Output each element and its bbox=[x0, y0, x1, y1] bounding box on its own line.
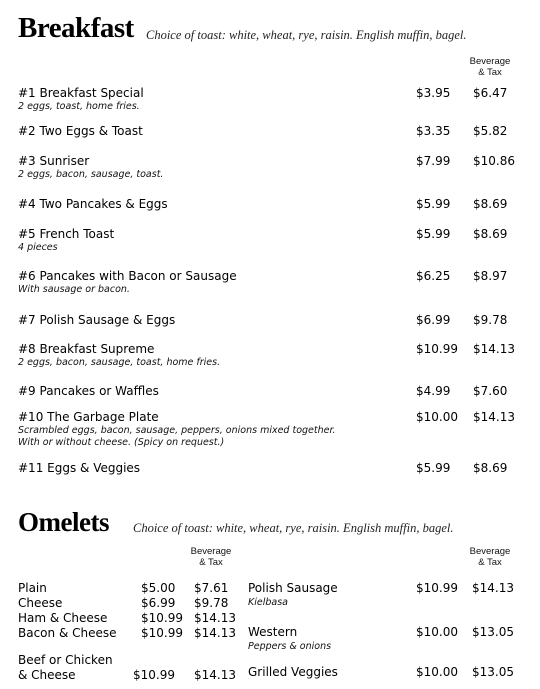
col-head-line-2: & Tax bbox=[199, 557, 223, 568]
col-head-line-1: Beverage bbox=[190, 546, 232, 557]
omelets-beverage-tax-header-left bbox=[187, 546, 235, 568]
breakfast-item-8-price: $10.99 bbox=[416, 342, 458, 356]
omelet-price: $5.00 bbox=[141, 581, 176, 595]
omelet-veggies-price: $10.00 bbox=[416, 665, 458, 679]
omelet-polish-price-tax: $14.13 bbox=[472, 581, 514, 595]
omelet-item-grilled-veggies: Grilled Veggies bbox=[248, 665, 338, 679]
breakfast-item-3-name: #3 Sunriser bbox=[18, 154, 90, 168]
breakfast-beverage-tax-header bbox=[466, 56, 514, 78]
breakfast-item-10-price-tax: $14.13 bbox=[473, 410, 515, 424]
breakfast-item-9-name: #9 Pancakes or Waffles bbox=[18, 384, 159, 398]
breakfast-item-5-price: $5.99 bbox=[416, 227, 451, 241]
breakfast-subtitle: Choice of toast: white, wheat, rye, raisin. English muffin, bagel. bbox=[146, 28, 467, 42]
breakfast-item-4-price-tax: $8.69 bbox=[473, 197, 508, 211]
breakfast-item-6-desc: With sausage or bacon. bbox=[18, 284, 130, 295]
breakfast-item-1-name: #1 Breakfast Special bbox=[18, 86, 144, 100]
breakfast-item-2-price: $3.35 bbox=[416, 124, 451, 138]
omelet-item-western: Western bbox=[248, 625, 298, 639]
omelets-beverage-tax-header-right bbox=[466, 546, 514, 568]
omelets-title: Omelets bbox=[18, 507, 109, 537]
breakfast-item-1-price: $3.95 bbox=[416, 86, 451, 100]
breakfast-item-10-price: $10.00 bbox=[416, 410, 458, 424]
col-head-line-1: Beverage bbox=[469, 56, 511, 67]
omelet-western-price-tax: $13.05 bbox=[472, 625, 514, 639]
omelet-price: $10.99 bbox=[141, 611, 183, 625]
breakfast-item-11-price: $5.99 bbox=[416, 461, 451, 475]
breakfast-item-5-name: #5 French Toast bbox=[18, 227, 115, 241]
omelet-name-line-2: & Cheese bbox=[18, 668, 76, 682]
breakfast-item-8-price-tax: $14.13 bbox=[473, 342, 515, 356]
omelets-left-prices-tax bbox=[194, 581, 236, 641]
breakfast-item-10-desc-1: Scrambled eggs, bacon, sausage, peppers, onions mixed together. bbox=[18, 425, 336, 436]
omelet-item-plain: Plain bbox=[18, 581, 47, 595]
breakfast-item-3-price: $7.99 bbox=[416, 154, 451, 168]
breakfast-item-9-price-tax: $7.60 bbox=[473, 384, 508, 398]
omelet-price-tax: $14.13 bbox=[194, 611, 236, 625]
breakfast-item-2-price-tax: $5.82 bbox=[473, 124, 508, 138]
omelet-item-beef-chicken bbox=[18, 653, 113, 683]
omelet-item-western-desc: Peppers & onions bbox=[248, 641, 332, 652]
breakfast-item-7-price-tax: $9.78 bbox=[473, 313, 508, 327]
omelet-price: $10.99 bbox=[141, 626, 183, 640]
breakfast-item-4-name: #4 Two Pancakes & Eggs bbox=[18, 197, 168, 211]
breakfast-item-1-desc: 2 eggs, toast, home fries. bbox=[18, 101, 140, 112]
omelets-left-prices bbox=[141, 581, 183, 641]
omelets-subtitle: Choice of toast: white, wheat, rye, raisin. English muffin, bagel. bbox=[133, 521, 454, 535]
breakfast-item-5-price-tax: $8.69 bbox=[473, 227, 508, 241]
omelet-item-bacon-cheese: Bacon & Cheese bbox=[18, 626, 117, 640]
omelet-item-polish-sausage-desc: Kielbasa bbox=[248, 597, 288, 608]
breakfast-item-6-name: #6 Pancakes with Bacon or Sausage bbox=[18, 269, 237, 283]
breakfast-title: Breakfast bbox=[18, 12, 134, 44]
breakfast-item-3-price-tax: $10.86 bbox=[473, 154, 515, 168]
breakfast-item-4-price: $5.99 bbox=[416, 197, 451, 211]
omelet-item-ham-cheese: Ham & Cheese bbox=[18, 611, 108, 625]
breakfast-item-7-price: $6.99 bbox=[416, 313, 451, 327]
omelet-beef-price-tax: $14.13 bbox=[194, 668, 236, 682]
breakfast-item-5-desc: 4 pieces bbox=[18, 242, 58, 253]
col-head-line-1: Beverage bbox=[469, 546, 511, 557]
omelet-price-tax: $9.78 bbox=[194, 596, 229, 610]
col-head-line-2: & Tax bbox=[478, 557, 502, 568]
omelet-item-cheese: Cheese bbox=[18, 596, 63, 610]
breakfast-item-8-name: #8 Breakfast Supreme bbox=[18, 342, 155, 356]
breakfast-item-10-name: #10 The Garbage Plate bbox=[18, 410, 159, 424]
breakfast-item-6-price: $6.25 bbox=[416, 269, 451, 283]
breakfast-item-3-desc: 2 eggs, bacon, sausage, toast. bbox=[18, 169, 164, 180]
breakfast-item-9-price: $4.99 bbox=[416, 384, 451, 398]
col-head-line-2: & Tax bbox=[478, 67, 502, 78]
breakfast-item-1-price-tax: $6.47 bbox=[473, 86, 508, 100]
omelet-beef-price: $10.99 bbox=[133, 668, 175, 682]
breakfast-item-2-name: #2 Two Eggs & Toast bbox=[18, 124, 143, 138]
omelet-name-line-1: Beef or Chicken bbox=[18, 653, 113, 667]
omelet-price-tax: $14.13 bbox=[194, 626, 236, 640]
omelet-veggies-price-tax: $13.05 bbox=[472, 665, 514, 679]
breakfast-item-11-price-tax: $8.69 bbox=[473, 461, 508, 475]
breakfast-item-7-name: #7 Polish Sausage & Eggs bbox=[18, 313, 176, 327]
breakfast-item-6-price-tax: $8.97 bbox=[473, 269, 508, 283]
breakfast-item-8-desc: 2 eggs, bacon, sausage, toast, home fries. bbox=[18, 357, 221, 368]
breakfast-item-10-desc-2: With or without cheese. (Spicy on request.) bbox=[18, 437, 225, 448]
omelet-item-polish-sausage: Polish Sausage bbox=[248, 581, 338, 595]
omelets-left-list bbox=[18, 581, 117, 641]
breakfast-item-11-name: #11 Eggs & Veggies bbox=[18, 461, 141, 475]
omelet-polish-price: $10.99 bbox=[416, 581, 458, 595]
omelet-price: $6.99 bbox=[141, 596, 176, 610]
omelet-western-price: $10.00 bbox=[416, 625, 458, 639]
omelet-price-tax: $7.61 bbox=[194, 581, 229, 595]
